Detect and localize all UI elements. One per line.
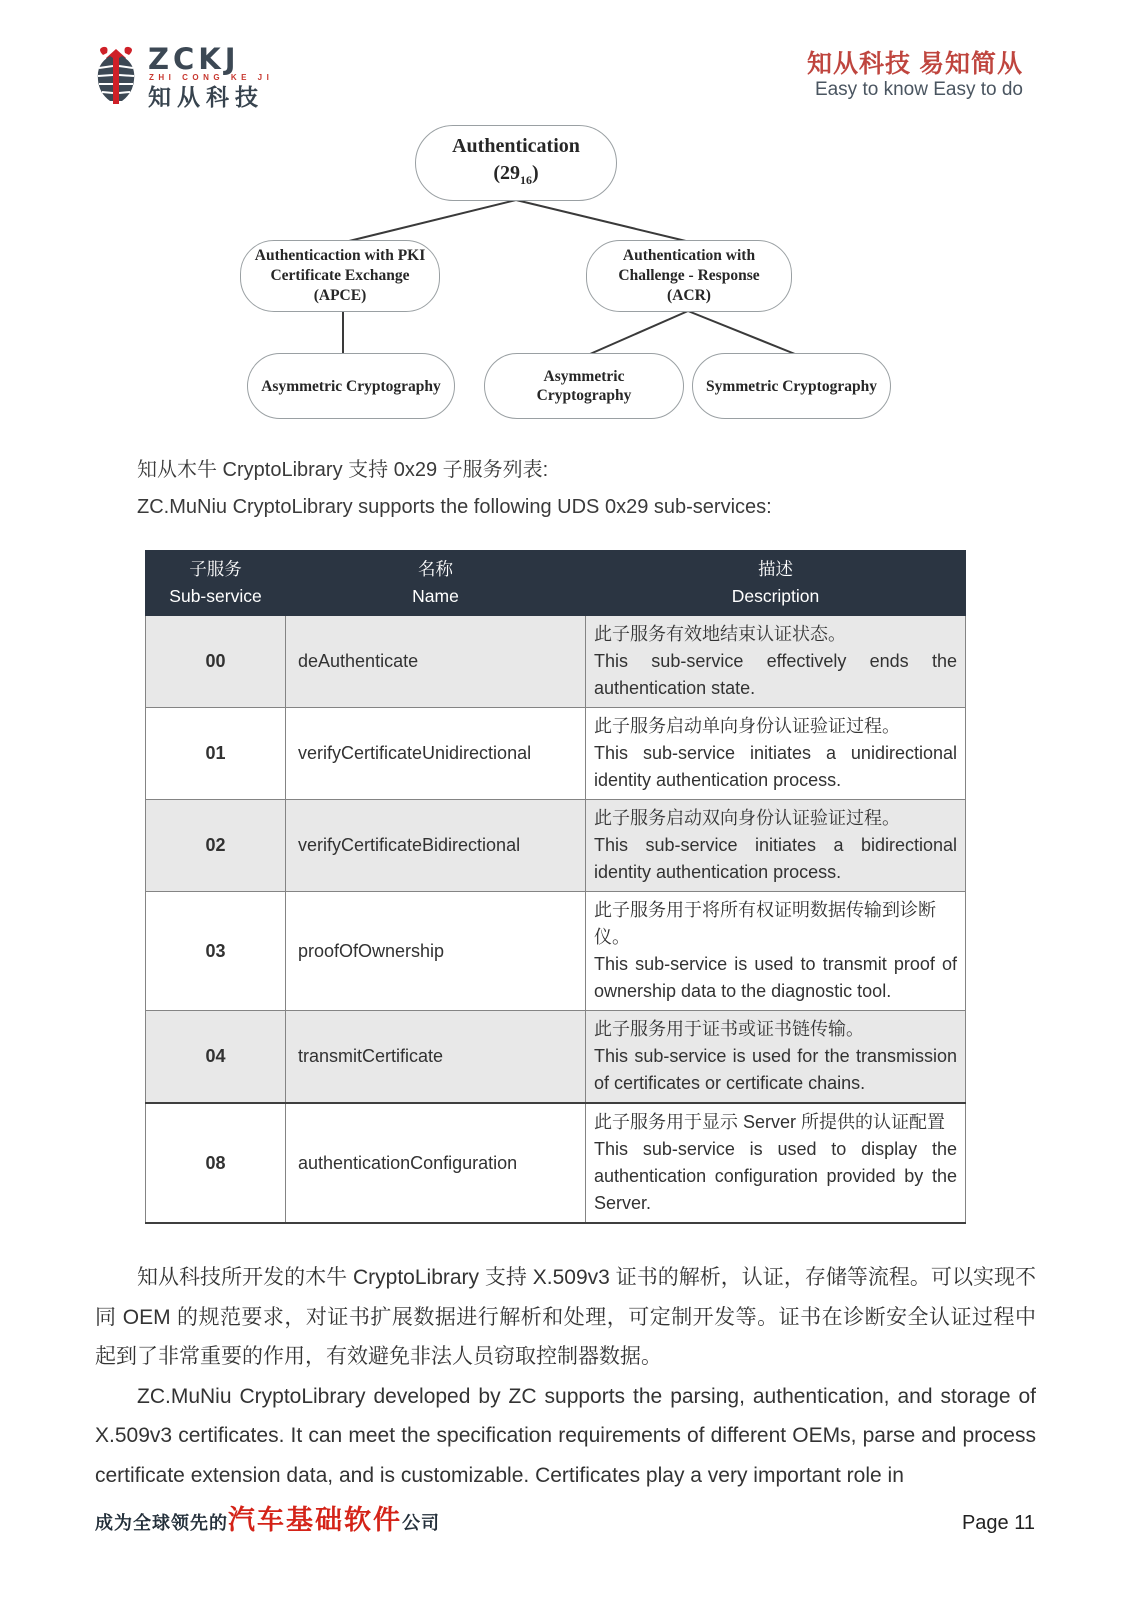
page-number: Page 11 bbox=[961, 1512, 1035, 1534]
description-zh: 此子服务用于显示 Server 所提供的认证配置 bbox=[594, 1112, 946, 1132]
service-name: verifyCertificateBidirectional bbox=[286, 800, 586, 892]
zckj-logo-icon bbox=[93, 46, 139, 109]
service-description bbox=[586, 892, 966, 1011]
table-row bbox=[146, 1103, 966, 1223]
node-label: Asymmetric Cryptography bbox=[536, 368, 632, 404]
description-en: This sub-service is used to display the authentication configuration provided by the Server. bbox=[594, 1139, 957, 1213]
description-zh: 此子服务启动单向身份认证验证过程。 bbox=[594, 716, 900, 736]
diagram-node-authentication bbox=[415, 125, 617, 201]
node-label: Symmetric Cryptography bbox=[706, 377, 877, 395]
service-description bbox=[586, 800, 966, 892]
service-name: deAuthenticate bbox=[286, 616, 586, 708]
node-label: Asymmetric Cryptography bbox=[261, 377, 441, 395]
diagram-node-asymmetric-2 bbox=[484, 353, 684, 419]
brand-name-cn: 知从科技 bbox=[148, 84, 264, 110]
service-name: proofOfOwnership bbox=[286, 892, 586, 1011]
footer-slogan-highlight: 汽车基础软件 bbox=[228, 1505, 402, 1535]
description-zh: 此子服务启动双向身份认证验证过程。 bbox=[594, 808, 900, 828]
description-zh: 此子服务用于证书或证书链传输。 bbox=[594, 1019, 864, 1039]
header-slogan bbox=[807, 50, 1023, 101]
sub-service-code: 02 bbox=[146, 800, 286, 892]
brand-pinyin: ZHI CONG KE JI bbox=[149, 73, 274, 82]
slogan-cn: 知从科技 易知简从 bbox=[807, 50, 1023, 78]
sub-service-code: 00 bbox=[146, 616, 286, 708]
sub-service-code: 03 bbox=[146, 892, 286, 1011]
sub-service-code: 08 bbox=[146, 1103, 286, 1223]
service-table-body bbox=[146, 616, 966, 1224]
intro-line-en: ZC.MuNiu CryptoLibrary supports the following UDS 0x29 sub-services: bbox=[137, 496, 772, 518]
table-row bbox=[146, 892, 966, 1011]
column-header-description: 描述 Description bbox=[586, 551, 966, 616]
description-en: This sub-service initiates a unidirectional identity authentication process. bbox=[594, 743, 957, 790]
description-en: This sub-service effectively ends the authentication state. bbox=[594, 651, 957, 698]
node-label: Authentication bbox=[452, 134, 580, 157]
table-row bbox=[146, 616, 966, 708]
service-description bbox=[586, 616, 966, 708]
intro-text bbox=[95, 452, 1036, 526]
column-header-sub-service: 子服务 Sub-service bbox=[146, 551, 286, 616]
footer-slogan-post: 公司 bbox=[402, 1513, 440, 1533]
table-row bbox=[146, 800, 966, 892]
diagram-node-apce bbox=[240, 240, 440, 312]
footer-slogan-pre: 成为全球领先的 bbox=[95, 1513, 228, 1533]
description-en: This sub-service is used for the transmission of certificates or certificate chains. bbox=[594, 1046, 957, 1093]
node-label: Authentication with Challenge - Response (ACR) bbox=[618, 247, 760, 304]
page-footer bbox=[95, 1498, 1035, 1537]
footer-slogan bbox=[95, 1498, 440, 1537]
diagram-node-symmetric bbox=[692, 353, 891, 419]
description-en: This sub-service initiates a bidirectional identity authentication process. bbox=[594, 835, 957, 882]
service-description bbox=[586, 708, 966, 800]
brand-letters: ZCKJ bbox=[148, 42, 240, 76]
company-logo bbox=[93, 42, 274, 110]
body-paragraphs bbox=[95, 1258, 1036, 1495]
table-row bbox=[146, 708, 966, 800]
sub-service-code: 01 bbox=[146, 708, 286, 800]
diagram-node-acr bbox=[586, 240, 792, 312]
service-name: authenticationConfiguration bbox=[286, 1103, 586, 1223]
description-zh: 此子服务用于将所有权证明数据传输到诊断仪。 bbox=[594, 900, 936, 947]
node-sublabel: $(29_{16})$ bbox=[493, 161, 539, 187]
diagram-node-asymmetric-1 bbox=[247, 353, 455, 419]
description-en: This sub-service is used to transmit proof of ownership data to the diagnostic tool. bbox=[594, 954, 957, 1001]
paragraph-zh: 知从科技所开发的木牛 CryptoLibrary 支持 X.509v3 证书的解析，认证，存储等流程。可以实现不同 OEM 的规范要求，对证书扩展数据进行解析和处理，可定制开发等。证书在诊断安全认证过程中起到了非常重要的作用，有效避免非法人员窃取控制器数据。 bbox=[95, 1266, 1036, 1368]
service-description bbox=[586, 1103, 966, 1223]
intro-line-zh: 知从木牛 CryptoLibrary 支持 0x29 子服务列表: bbox=[137, 459, 549, 481]
table-row bbox=[146, 1011, 966, 1104]
sub-service-table bbox=[145, 550, 966, 1224]
table-header-row bbox=[146, 551, 966, 616]
slogan-en: Easy to know Easy to do bbox=[814, 79, 1023, 100]
service-description bbox=[586, 1011, 966, 1104]
node-label: Authenticaction with PKI Certificate Exchange (APCE) bbox=[254, 247, 426, 304]
logo-text bbox=[148, 42, 274, 110]
paragraph-en: ZC.MuNiu CryptoLibrary developed by ZC supports the parsing, authentication, and storage of X.509v3 certificates. It can meet the specification requirements of different OEMs, parse and process certificate extension data, and is customizable. Certificates play a very important role in bbox=[95, 1384, 1036, 1487]
sub-service-code: 04 bbox=[146, 1011, 286, 1104]
service-name: transmitCertificate bbox=[286, 1011, 586, 1104]
service-name: verifyCertificateUnidirectional bbox=[286, 708, 586, 800]
column-header-name: 名称 Name bbox=[286, 551, 586, 616]
description-zh: 此子服务有效地结束认证状态。 bbox=[594, 624, 846, 644]
authentication-diagram bbox=[0, 115, 1131, 435]
